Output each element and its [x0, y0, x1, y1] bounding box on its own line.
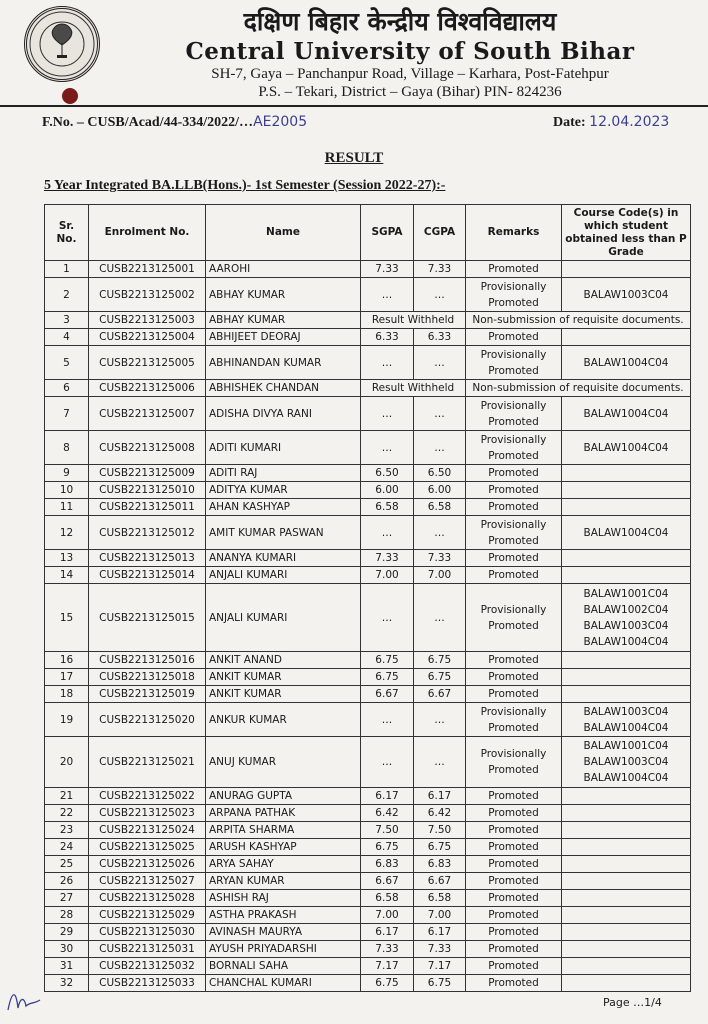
cell-course-codes: [562, 958, 691, 975]
cell-enrolment: CUSB2213125027: [89, 873, 206, 890]
cell-name: ANJALI KUMARI: [206, 567, 361, 584]
cell-withheld: Result Withheld: [361, 312, 466, 329]
table-row: [45, 567, 691, 584]
cell-remarks: Promoted: [466, 550, 562, 567]
cell-cgpa: 6.33: [414, 329, 466, 346]
table-row: [45, 550, 691, 567]
cell-sr-no: 19: [45, 703, 89, 737]
cell-sgpa: …: [361, 516, 414, 550]
cell-remarks: Provisionally Promoted: [466, 278, 562, 312]
cell-course-codes: [562, 788, 691, 805]
cell-remarks: Promoted: [466, 975, 562, 992]
cell-course-codes: [562, 805, 691, 822]
cell-sgpa: 6.58: [361, 499, 414, 516]
table-row: [45, 958, 691, 975]
cell-enrolment: CUSB2213125005: [89, 346, 206, 380]
cell-sgpa: 6.17: [361, 924, 414, 941]
cell-name: ADITI RAJ: [206, 465, 361, 482]
cell-remarks: Promoted: [466, 482, 562, 499]
cell-sgpa: 6.75: [361, 669, 414, 686]
cell-name: CHANCHAL KUMARI: [206, 975, 361, 992]
cell-enrolment: CUSB2213125023: [89, 805, 206, 822]
cell-enrolment: CUSB2213125022: [89, 788, 206, 805]
cell-course-codes: [562, 873, 691, 890]
cell-enrolment: CUSB2213125001: [89, 261, 206, 278]
cell-cgpa: 7.50: [414, 822, 466, 839]
cell-name: AAROHI: [206, 261, 361, 278]
page-number: Page …1/4: [603, 996, 662, 1009]
cell-enrolment: CUSB2213125028: [89, 890, 206, 907]
cell-enrolment: CUSB2213125029: [89, 907, 206, 924]
table-row: [45, 261, 691, 278]
cell-enrolment: CUSB2213125033: [89, 975, 206, 992]
cell-sr-no: 14: [45, 567, 89, 584]
cell-sgpa: 6.58: [361, 890, 414, 907]
cell-remarks: Promoted: [466, 907, 562, 924]
cell-cgpa: …: [414, 584, 466, 652]
table-row: [45, 397, 691, 431]
cell-cgpa: 6.67: [414, 873, 466, 890]
cell-sr-no: 8: [45, 431, 89, 465]
cell-name: ARYAN KUMAR: [206, 873, 361, 890]
cell-cgpa: 7.33: [414, 941, 466, 958]
cell-cgpa: …: [414, 346, 466, 380]
cell-sr-no: 3: [45, 312, 89, 329]
cell-cgpa: 7.33: [414, 550, 466, 567]
cell-name: ARPANA PATHAK: [206, 805, 361, 822]
cell-sr-no: 13: [45, 550, 89, 567]
cell-name: ARPITA SHARMA: [206, 822, 361, 839]
cell-note: Non-submission of requisite documents.: [466, 312, 691, 329]
cell-sr-no: 7: [45, 397, 89, 431]
cell-sr-no: 27: [45, 890, 89, 907]
cell-cgpa: …: [414, 278, 466, 312]
university-name-hindi: दक्षिण बिहार केन्द्रीय विश्वविद्यालय: [243, 7, 557, 36]
table-row: [45, 499, 691, 516]
cell-sr-no: 21: [45, 788, 89, 805]
header-sgpa: SGPA: [361, 205, 414, 261]
cell-remarks: Promoted: [466, 941, 562, 958]
cell-remarks: Promoted: [466, 805, 562, 822]
cell-sgpa: 6.67: [361, 686, 414, 703]
date-label: Date:: [553, 115, 586, 130]
cell-sr-no: 29: [45, 924, 89, 941]
header-remarks: Remarks: [466, 205, 562, 261]
cell-remarks: Promoted: [466, 924, 562, 941]
table-header-row: [45, 205, 691, 261]
cell-sr-no: 12: [45, 516, 89, 550]
cell-enrolment: CUSB2213125007: [89, 397, 206, 431]
cell-remarks: Provisionally Promoted: [466, 431, 562, 465]
programme-title: 5 Year Integrated BA.LLB(Hons.)- 1st Semester (Session 2022-27):-: [44, 178, 446, 193]
table-row: [45, 941, 691, 958]
cell-remarks: Promoted: [466, 822, 562, 839]
address-line-1: SH-7, Gaya – Panchanpur Road, Village – Karhara, Post-Fatehpur: [211, 66, 609, 82]
table-row: [45, 890, 691, 907]
cell-course-codes: [562, 550, 691, 567]
cell-course-codes: [562, 652, 691, 669]
cell-enrolment: CUSB2213125011: [89, 499, 206, 516]
table-row: [45, 703, 691, 737]
file-number-handwritten: AE2005: [253, 114, 308, 130]
table-row: [45, 924, 691, 941]
cell-enrolment: CUSB2213125013: [89, 550, 206, 567]
cell-course-codes: [562, 941, 691, 958]
header-sr-no: Sr. No.: [45, 205, 89, 261]
cell-sgpa: 6.33: [361, 329, 414, 346]
cell-sr-no: 5: [45, 346, 89, 380]
cell-name: ABHAY KUMAR: [206, 278, 361, 312]
cell-sr-no: 26: [45, 873, 89, 890]
cell-name: AMIT KUMAR PASWAN: [206, 516, 361, 550]
table-row: [45, 465, 691, 482]
cell-remarks: Promoted: [466, 652, 562, 669]
cell-enrolment: CUSB2213125008: [89, 431, 206, 465]
cell-course-codes: BALAW1004C04: [562, 516, 691, 550]
table-row: [45, 839, 691, 856]
result-title: RESULT: [324, 150, 384, 166]
cell-cgpa: …: [414, 431, 466, 465]
cell-course-codes: [562, 465, 691, 482]
cell-enrolment: CUSB2213125003: [89, 312, 206, 329]
cell-name: ADISHA DIVYA RANI: [206, 397, 361, 431]
cell-cgpa: 6.50: [414, 465, 466, 482]
cell-enrolment: CUSB2213125032: [89, 958, 206, 975]
cell-remarks: Promoted: [466, 465, 562, 482]
cell-cgpa: 6.75: [414, 975, 466, 992]
cell-remarks: Promoted: [466, 567, 562, 584]
cell-sr-no: 11: [45, 499, 89, 516]
cell-enrolment: CUSB2213125002: [89, 278, 206, 312]
cell-enrolment: CUSB2213125018: [89, 669, 206, 686]
cell-cgpa: …: [414, 737, 466, 788]
table-body: [45, 261, 691, 992]
table-row: [45, 856, 691, 873]
table-row: [45, 652, 691, 669]
cell-name: ANURAG GUPTA: [206, 788, 361, 805]
table-row: [45, 907, 691, 924]
cell-sgpa: …: [361, 346, 414, 380]
seal-dot: [62, 88, 78, 104]
cell-remarks: Provisionally Promoted: [466, 737, 562, 788]
cell-name: ANJALI KUMARI: [206, 584, 361, 652]
cell-remarks: Provisionally Promoted: [466, 397, 562, 431]
cell-sr-no: 25: [45, 856, 89, 873]
cell-name: ABHISHEK CHANDAN: [206, 380, 361, 397]
table-row: [45, 482, 691, 499]
cell-enrolment: CUSB2213125026: [89, 856, 206, 873]
cell-course-codes: [562, 856, 691, 873]
file-number-label: F.No. – CUSB/Acad/44-334/2022/…: [42, 115, 254, 130]
cell-sr-no: 10: [45, 482, 89, 499]
cell-sgpa: …: [361, 737, 414, 788]
cell-remarks: Provisionally Promoted: [466, 703, 562, 737]
cell-sgpa: …: [361, 703, 414, 737]
cell-cgpa: …: [414, 703, 466, 737]
cell-enrolment: CUSB2213125004: [89, 329, 206, 346]
cell-remarks: Promoted: [466, 329, 562, 346]
cell-sgpa: …: [361, 278, 414, 312]
cell-sgpa: 6.42: [361, 805, 414, 822]
cell-name: ADITYA KUMAR: [206, 482, 361, 499]
cell-remarks: Promoted: [466, 890, 562, 907]
cell-sr-no: 17: [45, 669, 89, 686]
header-enrolment: Enrolment No.: [89, 205, 206, 261]
cell-sgpa: 6.50: [361, 465, 414, 482]
table-row: [45, 516, 691, 550]
cell-sgpa: 6.67: [361, 873, 414, 890]
cell-course-codes: [562, 839, 691, 856]
cell-cgpa: 6.75: [414, 839, 466, 856]
letterhead: [0, 0, 708, 112]
table-row: [45, 975, 691, 992]
cell-name: ANKUR KUMAR: [206, 703, 361, 737]
table-row: [45, 822, 691, 839]
cell-cgpa: 6.75: [414, 652, 466, 669]
cell-cgpa: 7.17: [414, 958, 466, 975]
cell-cgpa: 6.75: [414, 669, 466, 686]
cell-course-codes: [562, 822, 691, 839]
cell-sr-no: 22: [45, 805, 89, 822]
cell-course-codes: BALAW1003C04: [562, 278, 691, 312]
cell-sgpa: 6.00: [361, 482, 414, 499]
cell-sr-no: 16: [45, 652, 89, 669]
cell-enrolment: CUSB2213125010: [89, 482, 206, 499]
cell-sgpa: 6.17: [361, 788, 414, 805]
cell-course-codes: BALAW1001C04 BALAW1003C04 BALAW1004C04: [562, 737, 691, 788]
cell-name: ABHINANDAN KUMAR: [206, 346, 361, 380]
cell-sr-no: 24: [45, 839, 89, 856]
cell-name: ADITI KUMARI: [206, 431, 361, 465]
cell-sr-no: 20: [45, 737, 89, 788]
cell-sgpa: 6.75: [361, 839, 414, 856]
cell-cgpa: 6.83: [414, 856, 466, 873]
cell-cgpa: 6.58: [414, 499, 466, 516]
cell-enrolment: CUSB2213125020: [89, 703, 206, 737]
cell-sgpa: …: [361, 431, 414, 465]
cell-cgpa: 6.17: [414, 924, 466, 941]
cell-sr-no: 6: [45, 380, 89, 397]
header-divider: [0, 105, 708, 107]
cell-remarks: Promoted: [466, 958, 562, 975]
cell-remarks: Provisionally Promoted: [466, 584, 562, 652]
cell-sr-no: 2: [45, 278, 89, 312]
table-row: [45, 584, 691, 652]
cell-sr-no: 4: [45, 329, 89, 346]
cell-remarks: Promoted: [466, 261, 562, 278]
cell-name: ANKIT KUMAR: [206, 686, 361, 703]
cell-course-codes: [562, 499, 691, 516]
cell-name: ABHAY KUMAR: [206, 312, 361, 329]
cell-course-codes: BALAW1001C04 BALAW1002C04 BALAW1003C04 BALAW1004C04: [562, 584, 691, 652]
cell-enrolment: CUSB2213125019: [89, 686, 206, 703]
table-row: [45, 737, 691, 788]
cell-sgpa: 7.17: [361, 958, 414, 975]
cell-withheld: Result Withheld: [361, 380, 466, 397]
cell-enrolment: CUSB2213125015: [89, 584, 206, 652]
cell-sr-no: 31: [45, 958, 89, 975]
date-value: 12.04.2023: [589, 114, 670, 130]
cell-enrolment: CUSB2213125009: [89, 465, 206, 482]
cell-remarks: Promoted: [466, 788, 562, 805]
cell-sgpa: …: [361, 397, 414, 431]
header-course-codes: Course Code(s) in which student obtained less than P Grade: [562, 205, 691, 261]
cell-enrolment: CUSB2213125006: [89, 380, 206, 397]
cell-name: ANUJ KUMAR: [206, 737, 361, 788]
university-logo-icon: [24, 6, 100, 82]
cell-course-codes: BALAW1003C04 BALAW1004C04: [562, 703, 691, 737]
cell-name: ANANYA KUMARI: [206, 550, 361, 567]
cell-course-codes: [562, 975, 691, 992]
cell-cgpa: 7.00: [414, 567, 466, 584]
cell-remarks: Provisionally Promoted: [466, 516, 562, 550]
cell-course-codes: BALAW1004C04: [562, 397, 691, 431]
cell-course-codes: [562, 567, 691, 584]
cell-course-codes: [562, 329, 691, 346]
cell-cgpa: …: [414, 516, 466, 550]
cell-note: Non-submission of requisite documents.: [466, 380, 691, 397]
cell-sgpa: 6.83: [361, 856, 414, 873]
cell-remarks: Provisionally Promoted: [466, 346, 562, 380]
cell-name: AVINASH MAURYA: [206, 924, 361, 941]
university-name-english: Central University of South Bihar: [185, 38, 635, 65]
cell-enrolment: CUSB2213125021: [89, 737, 206, 788]
cell-enrolment: CUSB2213125016: [89, 652, 206, 669]
cell-sr-no: 23: [45, 822, 89, 839]
table-row: [45, 873, 691, 890]
cell-course-codes: [562, 907, 691, 924]
cell-sgpa: 6.75: [361, 652, 414, 669]
cell-enrolment: CUSB2213125025: [89, 839, 206, 856]
cell-name: ANKIT ANAND: [206, 652, 361, 669]
cell-course-codes: [562, 686, 691, 703]
cell-enrolment: CUSB2213125030: [89, 924, 206, 941]
cell-remarks: Promoted: [466, 669, 562, 686]
cell-sr-no: 28: [45, 907, 89, 924]
table-row: [45, 788, 691, 805]
cell-cgpa: …: [414, 397, 466, 431]
cell-cgpa: 6.42: [414, 805, 466, 822]
cell-sr-no: 1: [45, 261, 89, 278]
cell-sgpa: 7.00: [361, 567, 414, 584]
cell-cgpa: 6.17: [414, 788, 466, 805]
cell-sr-no: 32: [45, 975, 89, 992]
table-row: [45, 669, 691, 686]
cell-sr-no: 15: [45, 584, 89, 652]
cell-sr-no: 30: [45, 941, 89, 958]
table-row: [45, 686, 691, 703]
cell-name: AYUSH PRIYADARSHI: [206, 941, 361, 958]
cell-sgpa: 7.33: [361, 261, 414, 278]
cell-cgpa: 7.00: [414, 907, 466, 924]
header-name: Name: [206, 205, 361, 261]
cell-cgpa: 6.67: [414, 686, 466, 703]
cell-name: ARUSH KASHYAP: [206, 839, 361, 856]
cell-sgpa: 7.33: [361, 941, 414, 958]
cell-name: ABHIJEET DEORAJ: [206, 329, 361, 346]
table-row: [45, 278, 691, 312]
file-number: [42, 114, 307, 131]
cell-course-codes: BALAW1004C04: [562, 346, 691, 380]
cell-sgpa: 6.75: [361, 975, 414, 992]
table-row: [45, 431, 691, 465]
cell-enrolment: CUSB2213125031: [89, 941, 206, 958]
cell-sgpa: 7.33: [361, 550, 414, 567]
cell-cgpa: 6.58: [414, 890, 466, 907]
cell-enrolment: CUSB2213125024: [89, 822, 206, 839]
cell-enrolment: CUSB2213125014: [89, 567, 206, 584]
table-row: [45, 346, 691, 380]
address-line-2: P.S. – Tekari, District – Gaya (Bihar) PIN- 824236: [258, 84, 562, 100]
cell-sr-no: 18: [45, 686, 89, 703]
cell-remarks: Promoted: [466, 839, 562, 856]
cell-course-codes: [562, 482, 691, 499]
table-row: [45, 805, 691, 822]
cell-course-codes: [562, 669, 691, 686]
cell-course-codes: BALAW1004C04: [562, 431, 691, 465]
cell-sgpa: …: [361, 584, 414, 652]
cell-remarks: Promoted: [466, 686, 562, 703]
cell-sgpa: 7.50: [361, 822, 414, 839]
cell-course-codes: [562, 261, 691, 278]
cell-course-codes: [562, 890, 691, 907]
table-row: [45, 329, 691, 346]
cell-name: ANKIT KUMAR: [206, 669, 361, 686]
cell-remarks: Promoted: [466, 499, 562, 516]
cell-name: ARYA SAHAY: [206, 856, 361, 873]
table-row: [45, 380, 691, 397]
date: [553, 114, 669, 131]
result-table: [44, 204, 691, 992]
cell-name: ASHISH RAJ: [206, 890, 361, 907]
cell-remarks: Promoted: [466, 856, 562, 873]
cell-name: BORNALI SAHA: [206, 958, 361, 975]
cell-cgpa: 7.33: [414, 261, 466, 278]
cell-name: AHAN KASHYAP: [206, 499, 361, 516]
cell-course-codes: [562, 924, 691, 941]
cell-sr-no: 9: [45, 465, 89, 482]
cell-cgpa: 6.00: [414, 482, 466, 499]
table-row: [45, 312, 691, 329]
cell-remarks: Promoted: [466, 873, 562, 890]
header-cgpa: CGPA: [414, 205, 466, 261]
cell-name: ASTHA PRAKASH: [206, 907, 361, 924]
signature-icon: [4, 980, 44, 1020]
cell-sgpa: 7.00: [361, 907, 414, 924]
cell-enrolment: CUSB2213125012: [89, 516, 206, 550]
